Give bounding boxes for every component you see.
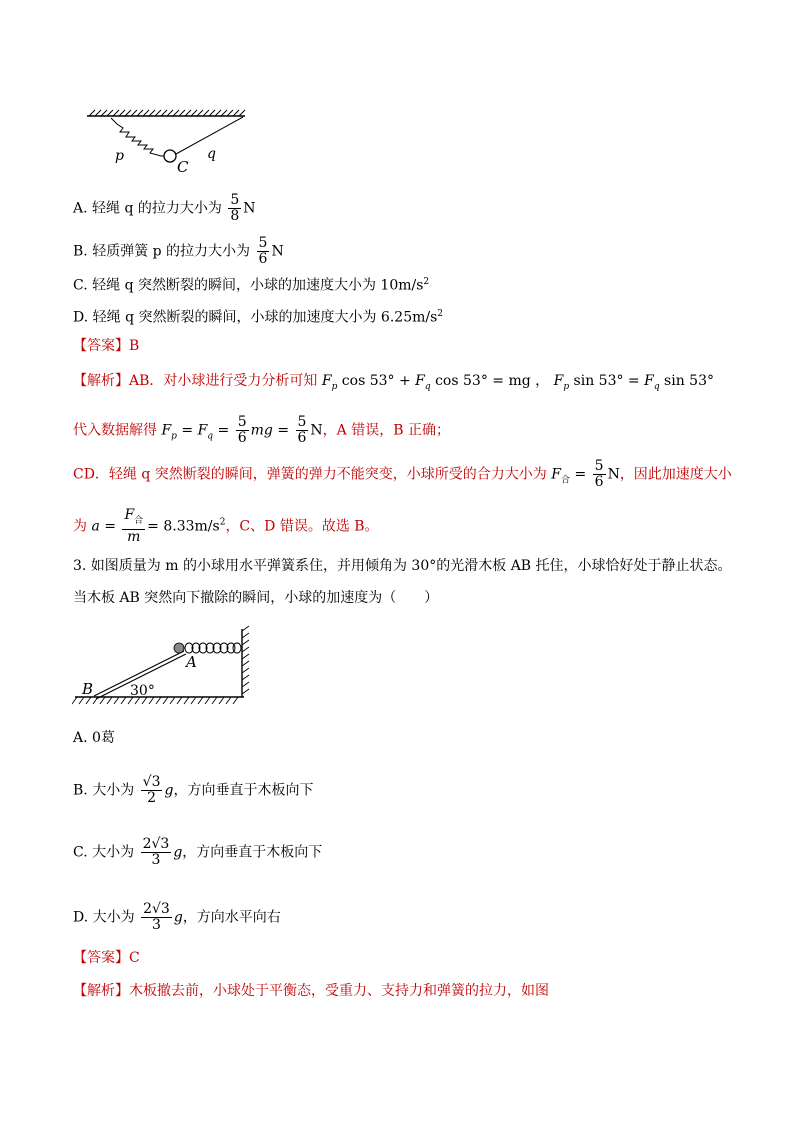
q3-option-d: D. 大小为 $\frac{2√3}{3}$ g，方向水平向右 bbox=[73, 901, 281, 933]
q3-answer: 【答案】C bbox=[73, 950, 140, 966]
fraction: $\frac{F_合}{m}$ bbox=[124, 507, 144, 545]
label-p: p bbox=[115, 148, 124, 164]
q3-option-c: C. 大小为 $\frac{2√3}{3}$ g，方向垂直于木板向下 bbox=[73, 836, 323, 868]
q2-analysis-line2: 代入数据解得 $F_p = F_q$ = $\frac{5}{6}$ mg = $\frac{5}{6}$ N，A 错误，B 正确； bbox=[73, 414, 450, 446]
q3-option-b: B. 大小为 $\frac{√3}{2}$ g，方向垂直于木板向下 bbox=[73, 774, 314, 806]
ball bbox=[174, 643, 184, 653]
q3-stem-line1: 3. 如图质量为 m 的小球用水平弹簧系住，并用倾角为 30°的光滑木板 AB 托住，小球恰好处于静止状态。 bbox=[73, 558, 732, 574]
q3-stem-line2: 当木板 AB 突然向下撤除的瞬间，小球的加速度为（ ） bbox=[73, 590, 439, 606]
q2-option-a: A. 轻绳 q 的拉力大小为 $\frac{5}{8}$ N bbox=[73, 192, 256, 224]
fraction: $\frac{5}{6}$ bbox=[594, 458, 604, 490]
fraction: $\frac{√3}{2}$ bbox=[142, 774, 161, 806]
q2-analysis-line1: 【解析】AB．对小球进行受力分析可知 $F_p$ $\cos 53^\circ + F_q$ cos 53° = mg ， $F_p$ $\sin 53^\circ = F_q$ sin 53° bbox=[73, 373, 714, 392]
figure-spring-rope bbox=[85, 108, 250, 178]
label-q: q bbox=[207, 146, 216, 162]
option-b-text: B. 轻质弹簧 p 的拉力大小为 bbox=[73, 243, 251, 260]
fraction: $\frac{5}{6}$ bbox=[297, 414, 307, 446]
figure-incline bbox=[72, 625, 257, 710]
label-b: B bbox=[82, 680, 94, 698]
label-angle: 30° bbox=[130, 683, 155, 699]
fraction: $\frac{5}{6}$ bbox=[258, 235, 268, 267]
fraction: $\frac{5}{8}$ bbox=[230, 192, 240, 224]
q2-option-b: B. 轻质弹簧 p 的拉力大小为 $\frac{5}{6}$ N bbox=[73, 235, 284, 267]
ball-c bbox=[164, 150, 176, 162]
fraction: $\frac{5}{6}$ bbox=[237, 414, 247, 446]
label-c: C bbox=[177, 158, 189, 176]
option-a-text: A. 轻绳 q 的拉力大小为 bbox=[73, 200, 222, 217]
q2-analysis-line3: CD．轻绳 q 突然断裂的瞬间，弹簧的弹力不能突变，小球所受的合力大小为 $F_合$ = $\frac{5}{6}$ N，因此加速度大小 bbox=[73, 458, 732, 490]
q3-option-a: A. 0葛 bbox=[73, 730, 115, 746]
q2-answer: 【答案】B bbox=[73, 338, 140, 354]
label-a: A bbox=[186, 653, 197, 671]
q2-analysis-line4: 为 a = $\frac{F_合}{m}$ = $8.33m/s^2$，C、D 错误。故选 B。 bbox=[73, 507, 379, 545]
fraction: $\frac{2√3}{3}$ bbox=[143, 901, 170, 933]
q2-option-d: D. 轻绳 q 突然断裂的瞬间，小球的加速度大小为 $6.25m/s^2$ bbox=[73, 309, 444, 326]
q2-option-c: C. 轻绳 q 突然断裂的瞬间，小球的加速度大小为 $10m/s^2$ bbox=[73, 277, 430, 294]
fraction: $\frac{2√3}{3}$ bbox=[142, 836, 170, 868]
q3-analysis: 【解析】木板撤去前，小球处于平衡态，受重力、支持力和弹簧的拉力，如图 bbox=[73, 983, 549, 999]
